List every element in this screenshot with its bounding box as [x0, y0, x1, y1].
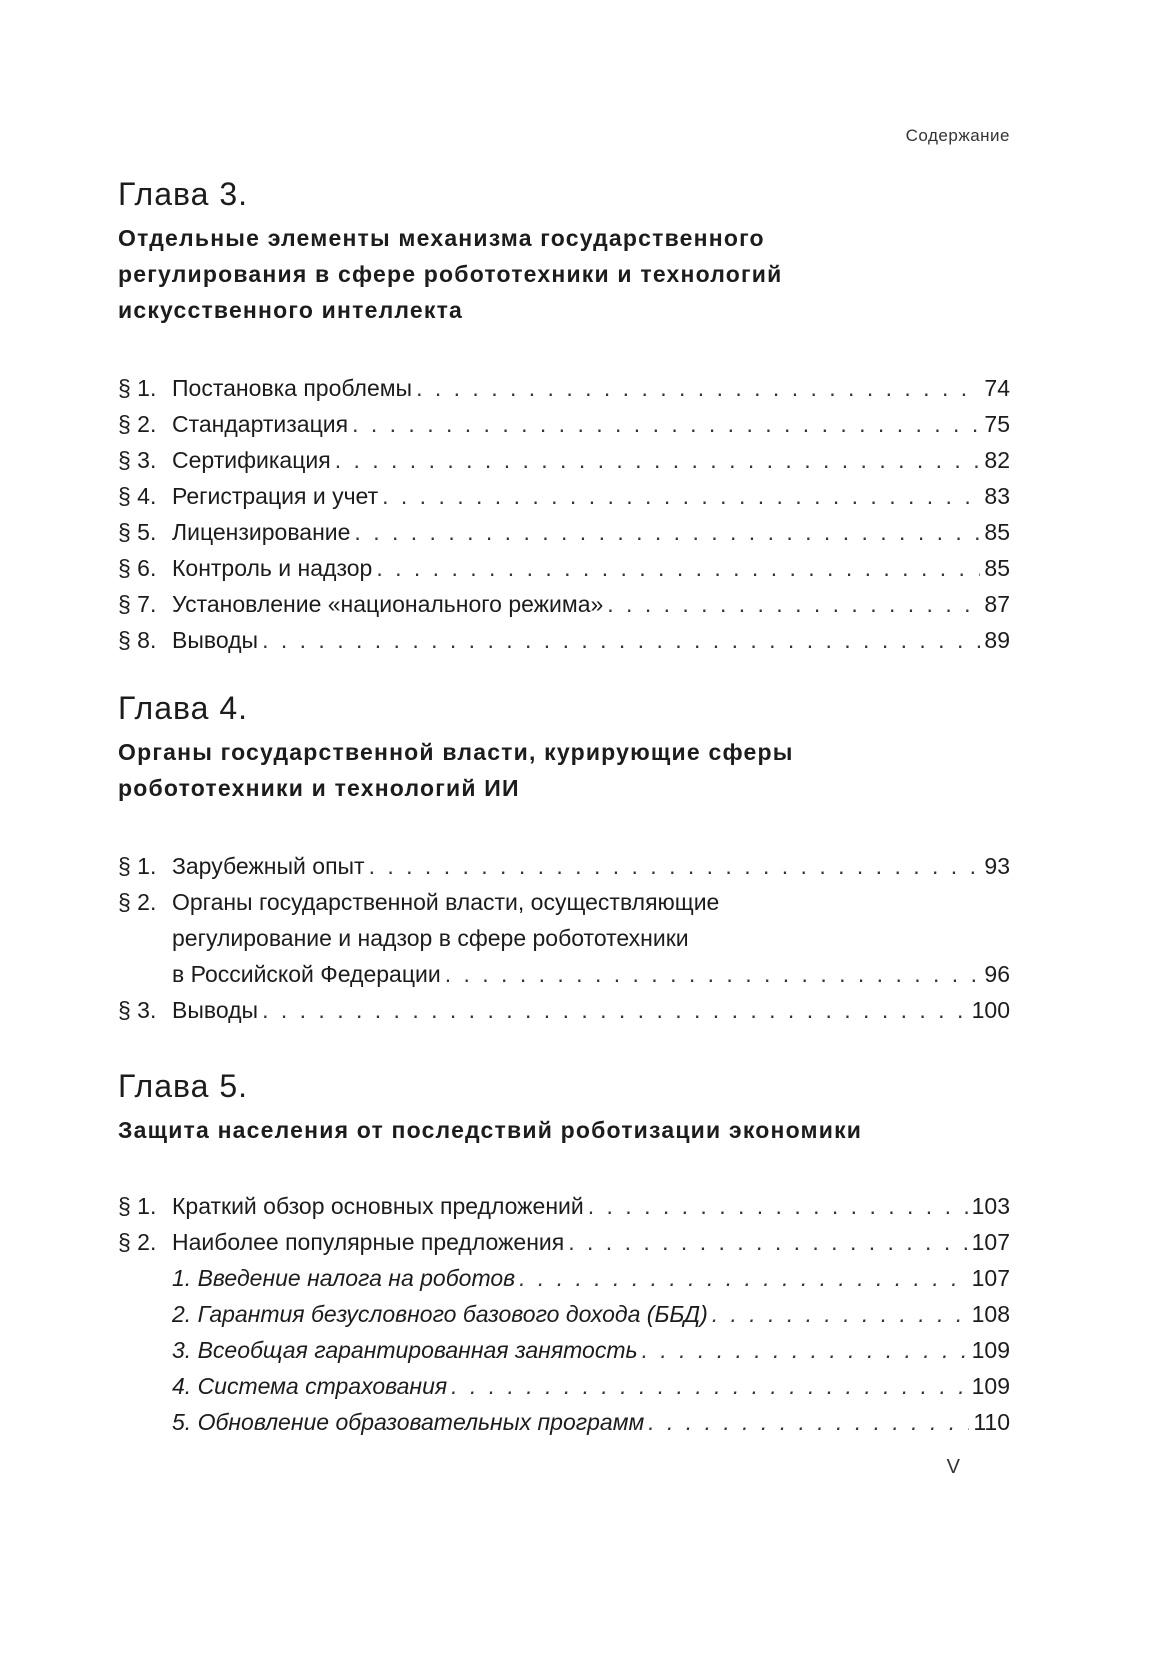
chapter-title-line: робототехники и технологий ИИ [118, 775, 520, 801]
dot-leader [568, 1224, 967, 1260]
toc-entry[interactable] [118, 1188, 1010, 1224]
page-number: 103 [971, 1193, 1010, 1219]
entry-label: Краткий обзор основных предложений [172, 1193, 584, 1219]
entry-label: Сертификация [172, 447, 331, 473]
section-marker: § 6. [118, 555, 157, 581]
page-number: 82 [984, 447, 1010, 473]
section-marker: § 1. [118, 1193, 157, 1219]
section-marker: § 1. [118, 375, 157, 401]
toc-subentry[interactable] [118, 1296, 1010, 1332]
entry-label: 1. Введение налога на роботов [172, 1265, 516, 1291]
entry-label-line: регулирование и надзор в сфере робототехники [172, 925, 689, 951]
toc-entry[interactable] [118, 442, 1010, 478]
dot-leader [588, 1188, 968, 1224]
chapter-title [118, 734, 1010, 806]
page-number: 107 [971, 1229, 1010, 1255]
dot-leader [352, 406, 980, 442]
toc-entry[interactable] [118, 370, 1010, 406]
page-folio: V [946, 1456, 960, 1478]
chapter-title-line: искусственного интеллекта [118, 297, 464, 323]
section-marker: § 5. [118, 519, 157, 545]
section-marker: § 4. [118, 483, 157, 509]
section-marker: § 3. [118, 997, 157, 1023]
page-number: 89 [984, 627, 1010, 653]
entry-label: 3. Всеобщая гарантированная занятость [172, 1337, 638, 1363]
page-number: 110 [973, 1409, 1010, 1435]
entry-label: Регистрация и учет [172, 483, 379, 509]
toc-entry[interactable] [118, 550, 1010, 586]
page-number: 74 [984, 375, 1010, 401]
chapter-title-line: Органы государственной власти, курирующие сферы [118, 739, 794, 765]
entry-label: Постановка проблемы [172, 375, 413, 401]
dot-leader [376, 550, 980, 586]
section-marker: § 2. [118, 1229, 157, 1255]
dot-leader [519, 1260, 967, 1296]
dot-leader [648, 1404, 969, 1440]
toc-entry[interactable] [118, 514, 1010, 550]
dot-leader [445, 956, 981, 992]
section-marker: § 8. [118, 627, 157, 653]
chapter-title [118, 220, 1010, 328]
toc-entry[interactable] [118, 992, 1010, 1028]
toc-entry[interactable] [118, 478, 1010, 514]
toc-entry[interactable] [118, 586, 1010, 622]
dot-leader [607, 586, 980, 622]
toc-entry[interactable] [118, 848, 1010, 884]
dot-leader [382, 478, 980, 514]
toc-list [118, 848, 1010, 1028]
dot-leader [354, 514, 980, 550]
chapter-number: Глава 3. [118, 176, 249, 212]
chapter-4 [118, 692, 1010, 1028]
page-number: 83 [984, 483, 1010, 509]
dot-leader [262, 622, 980, 658]
page-number: 107 [971, 1265, 1010, 1291]
toc-list [118, 1188, 1010, 1440]
entry-label-line: Органы государственной власти, осуществляющие [172, 889, 720, 915]
chapter-title-line: Защита населения от последствий роботизации экономики [118, 1117, 863, 1143]
toc-entry[interactable] [118, 406, 1010, 442]
toc-entry[interactable] [118, 884, 1010, 992]
dot-leader [416, 370, 980, 406]
entry-label: Стандартизация [172, 411, 349, 437]
toc-entry[interactable] [118, 622, 1010, 658]
dot-leader [335, 442, 981, 478]
chapter-title-line: Отдельные элементы механизма государственного [118, 225, 765, 251]
chapter-number: Глава 4. [118, 690, 249, 726]
page-number: 87 [984, 591, 1010, 617]
entry-label: Выводы [172, 997, 259, 1023]
section-marker: § 2. [118, 889, 157, 915]
section-marker: § 2. [118, 411, 157, 437]
chapter-title-line: регулирования в сфере робототехники и технологий [118, 261, 783, 287]
section-marker: § 7. [118, 591, 157, 617]
entry-label: Лицензирование [172, 519, 351, 545]
chapter-3 [118, 178, 1010, 658]
toc-subentry[interactable] [118, 1332, 1010, 1368]
entry-label: Контроль и надзор [172, 555, 373, 581]
page-number: 75 [984, 411, 1010, 437]
dot-leader [642, 1332, 968, 1368]
section-marker: § 3. [118, 447, 157, 473]
dot-leader [369, 848, 981, 884]
page-number: 85 [984, 555, 1010, 581]
chapter-5 [118, 1070, 1010, 1440]
dot-leader [451, 1368, 967, 1404]
entry-label: Выводы [172, 627, 259, 653]
page-number: 109 [971, 1373, 1010, 1399]
dot-leader [262, 992, 968, 1028]
toc-subentry[interactable] [118, 1260, 1010, 1296]
chapter-number: Глава 5. [118, 1068, 249, 1104]
entry-label: 5. Обновление образовательных программ [172, 1409, 645, 1435]
page-number: 96 [984, 961, 1010, 987]
toc-entry[interactable] [118, 1224, 1010, 1260]
running-head: Содержание [905, 126, 1010, 145]
entry-label: в Российской Федерации [172, 961, 441, 987]
section-marker: § 1. [118, 853, 157, 879]
toc-list [118, 370, 1010, 658]
page-number: 108 [971, 1301, 1010, 1327]
page-number: 85 [984, 519, 1010, 545]
page-number: 93 [984, 853, 1010, 879]
entry-label: Зарубежный опыт [172, 853, 365, 879]
entry-label: 4. Система страхования [172, 1373, 448, 1399]
page-number: 109 [971, 1337, 1010, 1363]
entry-label: 2. Гарантия безусловного базового дохода (ББД) [172, 1301, 708, 1327]
page-number: 100 [971, 997, 1010, 1023]
toc-subentry[interactable] [118, 1368, 1010, 1404]
dot-leader [712, 1296, 968, 1332]
chapter-title [118, 1112, 1010, 1148]
entry-label: Установление «национального режима» [172, 591, 604, 617]
toc-subentry[interactable] [118, 1404, 1010, 1440]
entry-label: Наиболее популярные предложения [172, 1229, 565, 1255]
